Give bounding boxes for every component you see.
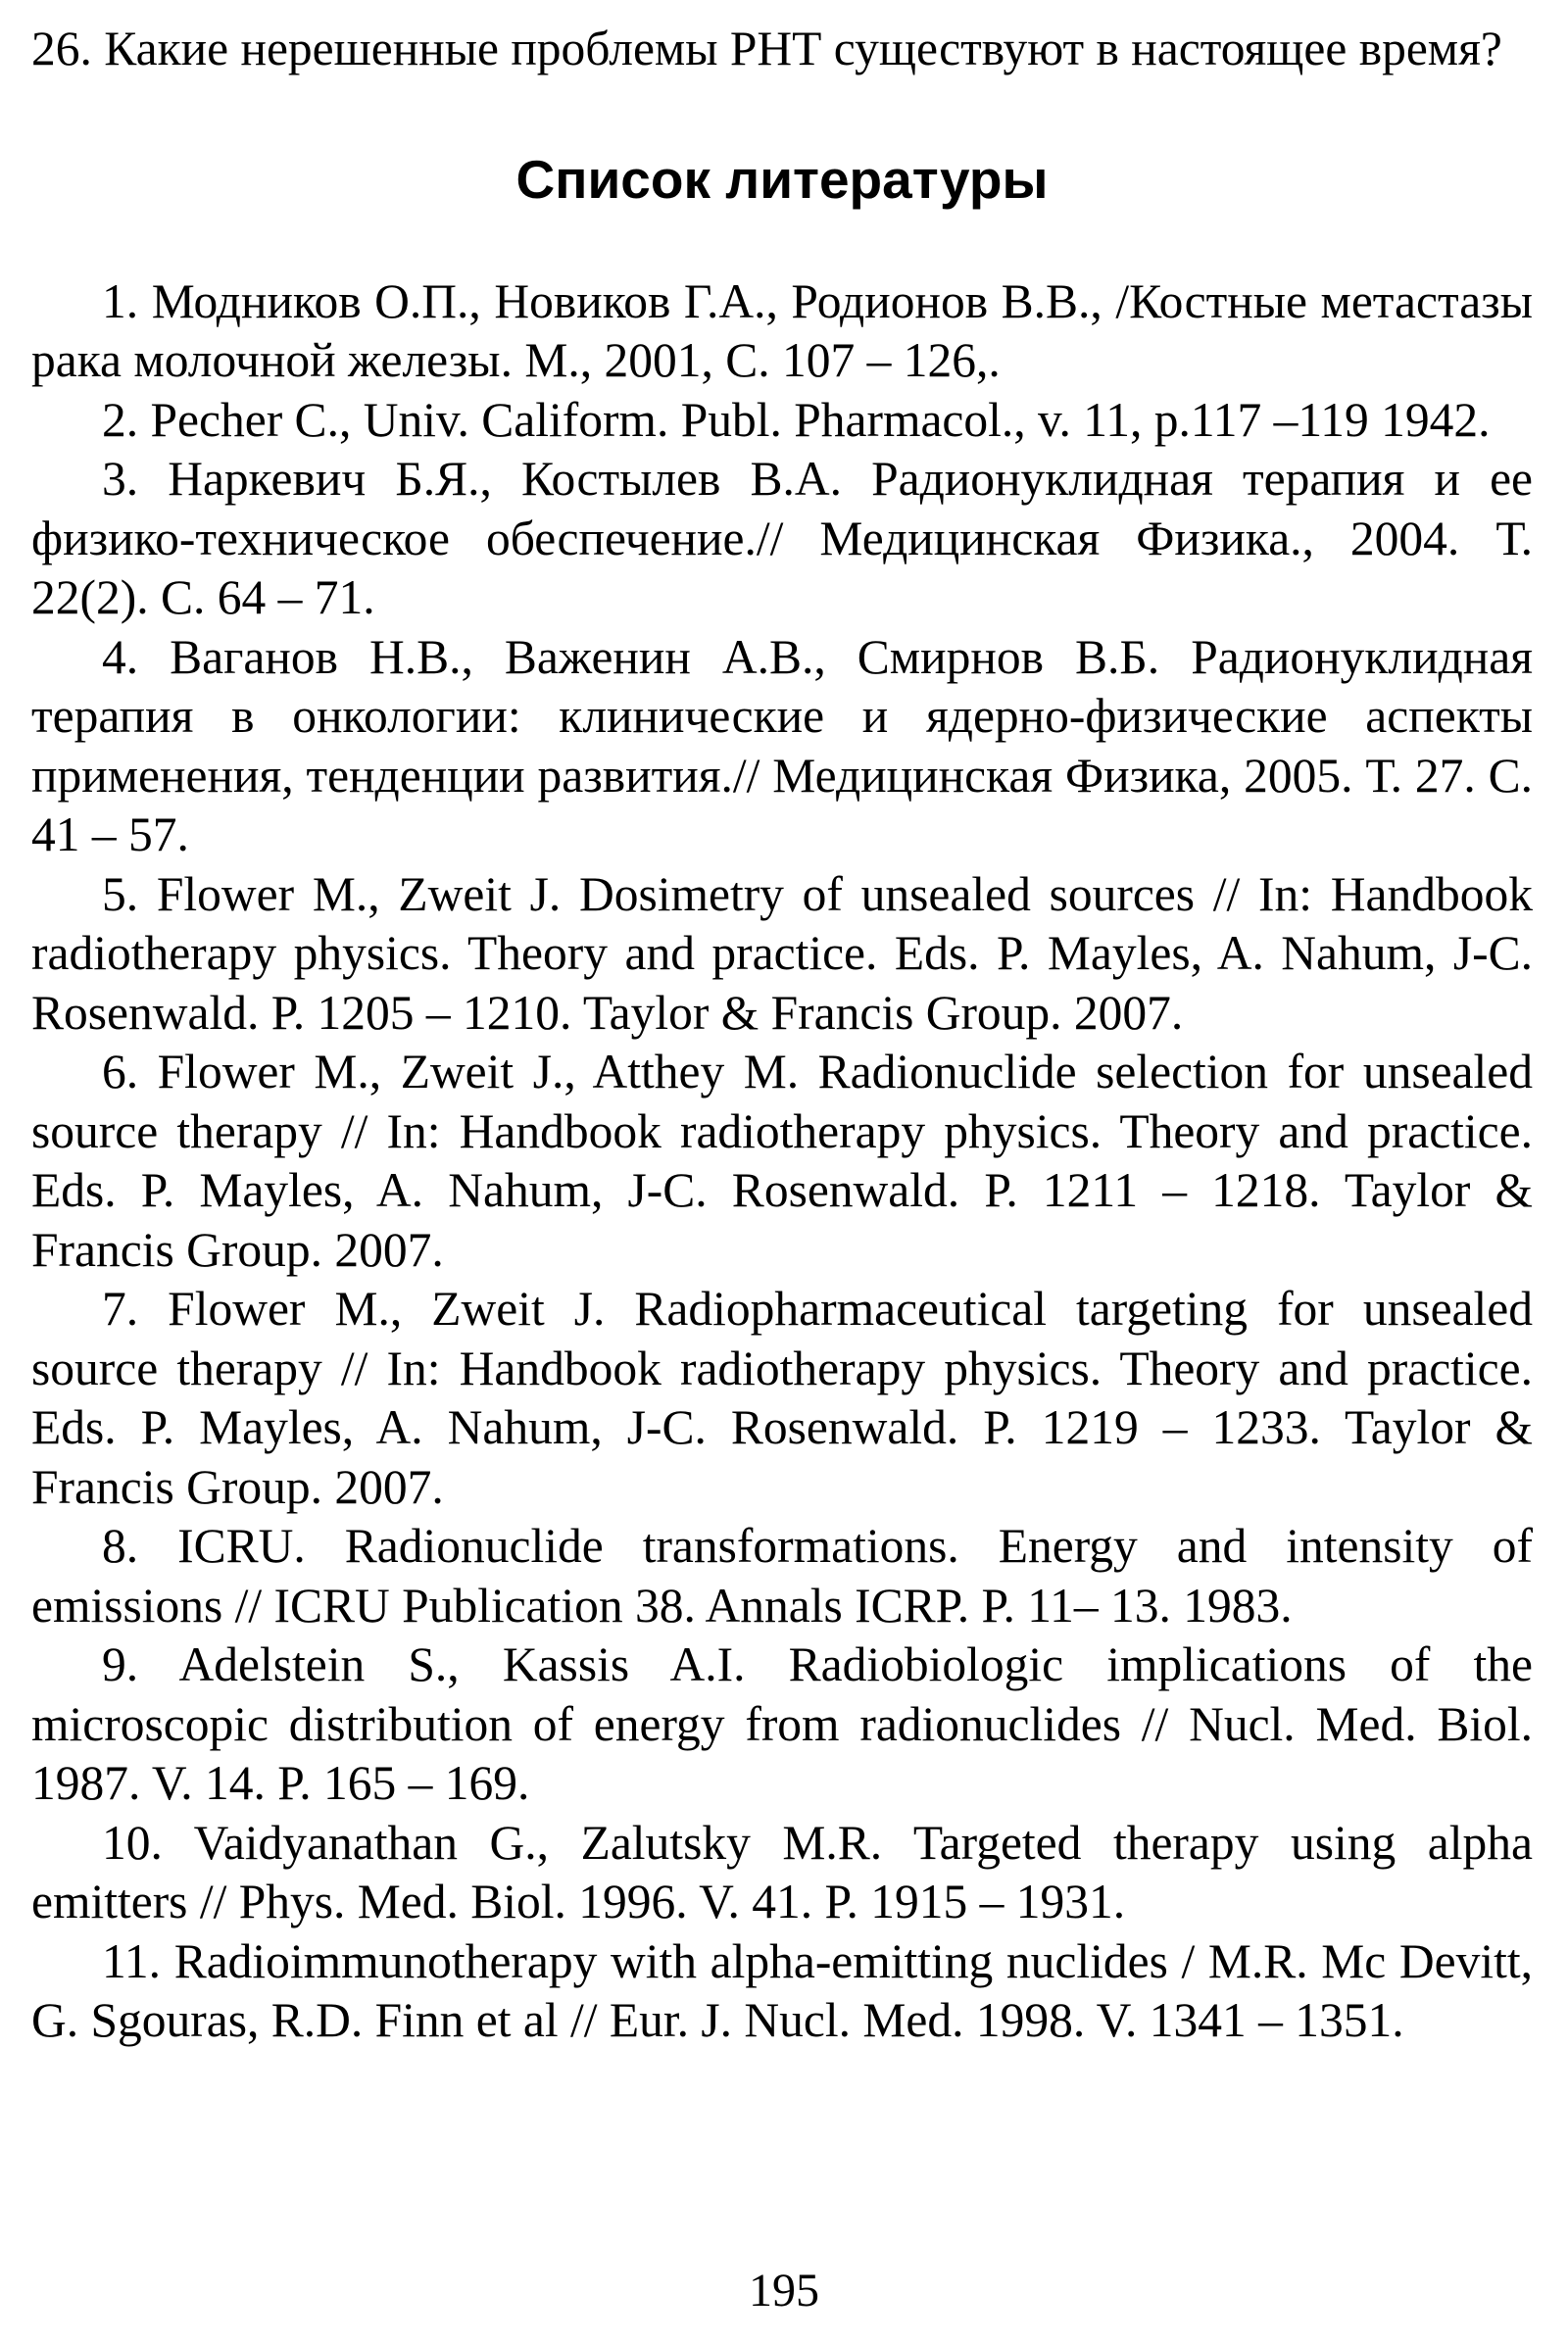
references-heading: Список литературы [515,148,1049,210]
reference-number: 11. [102,1933,162,1988]
page-content [31,20,1533,2051]
reference-number: 1. [102,273,139,328]
question-26: 26. Какие нерешенные проблемы РНТ существуют в настоящее время? [31,22,1502,75]
reference-item [31,1280,1533,1517]
reference-text: Radioimmunotherapy with alpha-emitting nuclides / M.R. Mc Devitt, G. Sgouras, R.D. Finn et al // Eur. J. Nucl. Med. 1998. V. 1341 – 1351. [31,1933,1534,2047]
reference-item [31,1635,1533,1814]
reference-number: 3. [102,452,139,506]
reference-text: ICRU. Radionuclide transformations. Energy and intensity of emissions // ICRU Publication 38. Annals ICRP. P. 11– 13. 1983. [31,1519,1533,1633]
reference-text: Flower M., Zweit J., Atthey M. Radionuclide selection for unsealed source therapy // In: Handbook radiotherapy physics. Theory and practice. Eds. P. Mayles, A. Nahum, J-C. Rosenwald. P. 1211 – 1218. Taylor & Francis Group. 2007. [31,1045,1533,1277]
reference-item [31,272,1533,391]
reference-number: 8. [102,1519,139,1573]
reference-text: Ваганов Н.В., Важенин А.В., Смирнов В.Б. Радионуклидная терапия в онкологии: клинические и ядерно-физические аспекты применения, тенденции развития.// Медицинская Физика, 2005. Т. 27. С. 41 – 57. [31,629,1534,861]
reference-text: Vaidyanathan G., Zalutsky M.R. Targeted therapy using alpha emitters // Phys. Med. Biol. 1996. V. 41. P. 1915 – 1931. [31,1815,1533,1928]
reference-item [31,1517,1533,1635]
reference-item [31,865,1533,1044]
reference-text: Flower M., Zweit J. Dosimetry of unsealed sources // In: Handbook radiotherapy physics. Theory and practice. Eds. P. Mayles, A. Nahum, J-C. Rosenwald. P. 1205 – 1210. Taylor & Francis Group. 2007. [31,866,1533,1040]
reference-text: Adelstein S., Kassis A.I. Radiobiologic implications of the microscopic distribution of energy from radionuclides // Nucl. Med. Biol. 1987. V. 14. P. 165 – 169. [31,1637,1533,1810]
reference-item [31,391,1533,451]
reference-item [31,1814,1533,1932]
reference-number: 6. [102,1045,139,1098]
reference-number: 7. [102,1282,139,1336]
reference-list [31,272,1533,2051]
reference-item [31,1043,1533,1280]
reference-item [31,450,1533,628]
reference-number: 5. [102,866,139,921]
reference-number: 9. [102,1637,139,1691]
reference-text: Pecher C., Univ. Caliform. Publ. Pharmacol., v. 11, p.117 –119 1942. [150,392,1491,447]
page-number: 195 [749,2265,819,2317]
reference-number: 2. [102,392,139,447]
reference-item [31,628,1533,865]
reference-text: Наркевич Б.Я., Костылев В.А. Радионуклидная терапия и ее физико-техническое обеспечение.// Медицинская Физика., 2004. Т. 22(2). С. 64 – 71. [31,452,1534,624]
reference-number: 4. [102,629,139,684]
reference-item [31,1932,1533,2051]
reference-text: Модников О.П., Новиков Г.А., Родионов В.В., /Костные метастазы рака молочной железы. М., 2001, С. 107 – 126,. [31,273,1533,387]
reference-number: 10. [102,1815,163,1870]
reference-text: Flower M., Zweit J. Radiopharmaceutical targeting for unsealed source therapy // In: Handbook radiotherapy physics. Theory and practice. Eds. P. Mayles, A. Nahum, J-C. Rosenwald. P. 1219 – 1233. Taylor & Francis Group. 2007. [31,1282,1534,1514]
